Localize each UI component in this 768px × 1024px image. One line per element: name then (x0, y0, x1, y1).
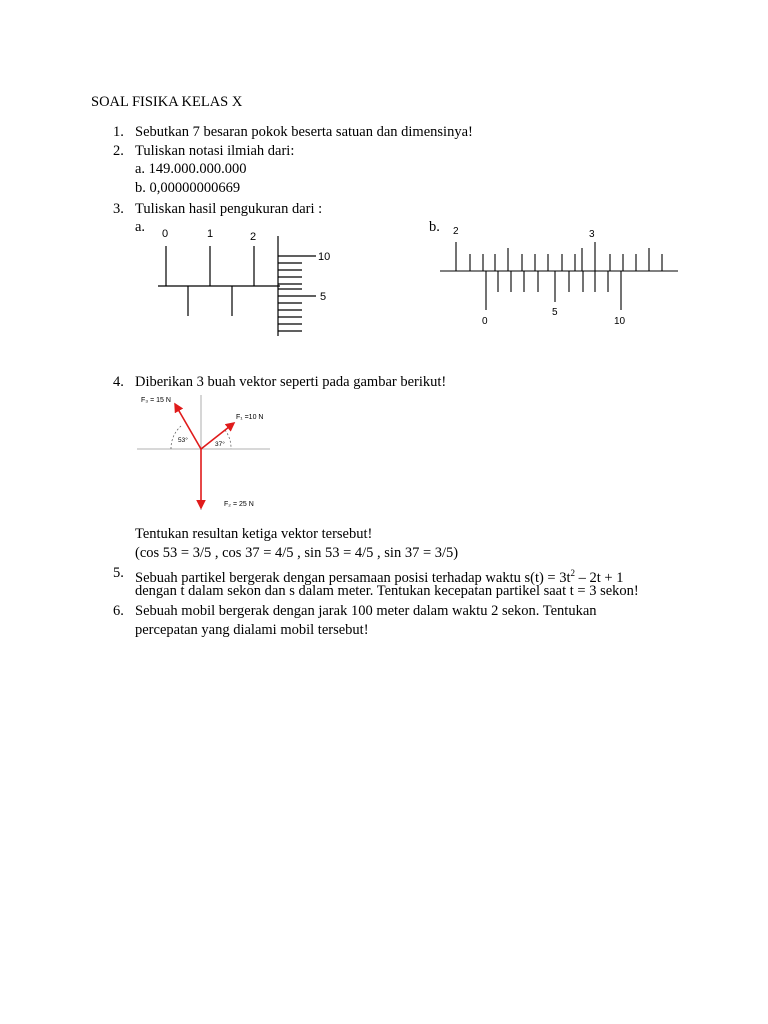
question-text: Sebutkan 7 besaran pokok beserta satuan dan dimensinya! (135, 124, 473, 140)
vernier-label-0: 0 (482, 316, 488, 327)
thimble-label-10: 10 (318, 251, 331, 263)
main-scale-label-2: 2 (250, 231, 257, 243)
question-5-line-2: dengan t dalam sekon dan s dalam meter. Tentukan kecepatan partikel saat t = 3 sekon! (135, 583, 639, 599)
main-scale-label-3: 3 (589, 229, 595, 240)
main-scale-label-1: 1 (207, 228, 214, 240)
question-text: Diberikan 3 buah vektor seperti pada gambar berikut! (135, 374, 447, 390)
question-4-instruction: Tentukan resultan ketiga vektor tersebut! (135, 526, 373, 542)
question-number: 2. (113, 143, 124, 159)
question-4-hint: (cos 53 = 3/5 , cos 37 = 4/5 , sin 53 = 4/5 , sin 37 = 3/5) (135, 545, 459, 561)
vernier-label-5: 5 (552, 307, 558, 318)
vector-f1-label: F₁ =10 N (236, 414, 264, 421)
question-number: 5. (113, 565, 124, 581)
page-title: SOAL FISIKA KELAS X (91, 94, 243, 110)
question-2-item-b: b. 0,00000000669 (135, 180, 241, 196)
question-number: 1. (113, 124, 124, 140)
question-6-line-2: percepatan yang dialami mobil tersebut! (135, 622, 369, 638)
question-text: Sebuah mobil bergerak dengan jarak 100 meter dalam waktu 2 sekon. Tentukan (135, 603, 597, 619)
question-text: Tuliskan notasi ilmiah dari: (135, 143, 295, 159)
thimble-label-5: 5 (320, 291, 327, 303)
angle-37-label: 37° (215, 441, 225, 448)
vector-f2-label: F₂ = 25 N (224, 501, 254, 508)
figure-a-label: a. (135, 219, 146, 235)
main-scale-label-0: 0 (162, 228, 169, 240)
vernier-label-10: 10 (614, 316, 626, 327)
question-text: Sebuah partikel bergerak dengan persamaan posisi terhadap waktu $s(t) = 3t^2 - 2t + 1$ (135, 568, 624, 586)
vernier-caliper-figure (438, 222, 688, 332)
angle-53-label: 53° (178, 437, 188, 444)
vector-figure (135, 390, 280, 520)
main-scale-label-2: 2 (453, 226, 459, 237)
micrometer-figure (150, 222, 350, 342)
question-number: 3. (113, 201, 124, 217)
question-number: 4. (113, 374, 124, 390)
question-number: 6. (113, 603, 124, 619)
question-2-item-a: a. 149.000.000.000 (135, 161, 247, 177)
figure-b-label: b. (429, 219, 440, 235)
question-text: Tuliskan hasil pengukuran dari : (135, 201, 323, 217)
vector-f3-label: F₃ = 15 N (141, 397, 171, 404)
